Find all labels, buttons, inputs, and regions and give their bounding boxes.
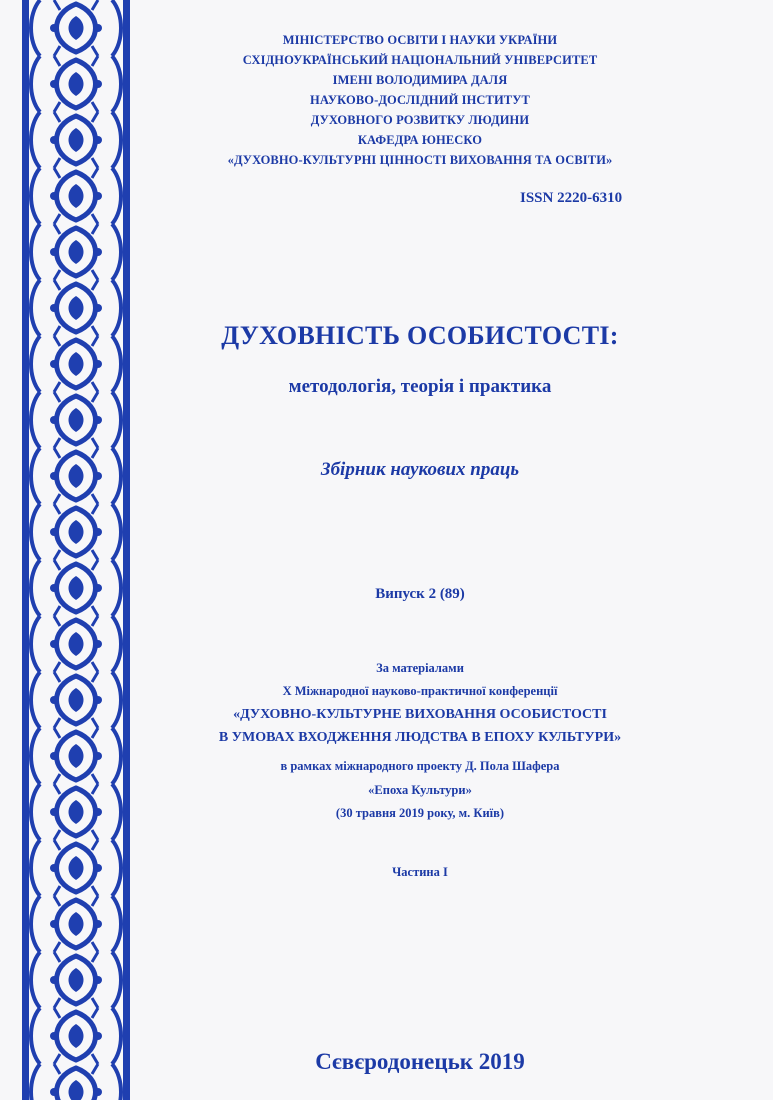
ornament-border-icon — [20, 0, 132, 1100]
collection-type: Збірник наукових праць — [320, 459, 520, 480]
part-number: Частина І — [392, 865, 448, 879]
conference-line-date: (30 травня 2019 року, м. Київ) — [335, 806, 505, 820]
city-year: Сєвєродонецьк 2019 — [315, 1049, 525, 1074]
conference-line-epoch: «Епоха Культури» — [368, 783, 472, 797]
conference-line-based-on: За матеріалами — [376, 661, 464, 675]
book-title: ДУХОВНІСТЬ ОСОБИСТОСТІ: — [221, 321, 619, 350]
header-line-chair-name: «ДУХОВНО-КУЛЬТУРНІ ЦІННОСТІ ВИХОВАННЯ ТА ОСВІТИ» — [227, 153, 613, 167]
issue-number: Випуск 2 (89) — [375, 586, 465, 602]
header-line-university: СХІДНОУКРАЇНСЬКИЙ НАЦІОНАЛЬНИЙ УНІВЕРСИТЕТ — [242, 53, 598, 67]
header-line-institute: НАУКОВО-ДОСЛІДНИЙ ІНСТИТУТ — [310, 93, 530, 107]
header-line-spiritual-development: ДУХОВНОГО РОЗВИТКУ ЛЮДИНИ — [310, 113, 530, 127]
header-line-unesco-chair: КАФЕДРА ЮНЕСКО — [357, 133, 483, 147]
header-line-ministry: МІНІСТЕРСТВО ОСВІТИ І НАУКИ УКРАЇНИ — [282, 33, 558, 47]
conference-line-title-2: В УМОВАХ ВХОДЖЕННЯ ЛЮДСТВА В ЕПОХУ КУЛЬТУРИ» — [218, 730, 622, 745]
conference-line-title-1: «ДУХОВНО-КУЛЬТУРНЕ ВИХОВАННЯ ОСОБИСТОСТІ — [233, 707, 607, 722]
header-line-named-after: ІМЕНІ ВОЛОДИМИРА ДАЛЯ — [332, 73, 508, 87]
book-subtitle: методологія, теорія і практика — [288, 376, 552, 397]
conference-line-name: Х Міжнародної науково-практичної конференції — [282, 684, 558, 698]
conference-line-project: в рамках міжнародного проекту Д. Пола Шафера — [280, 759, 560, 773]
issn-number: ISSN 2220-6310 — [520, 190, 623, 206]
